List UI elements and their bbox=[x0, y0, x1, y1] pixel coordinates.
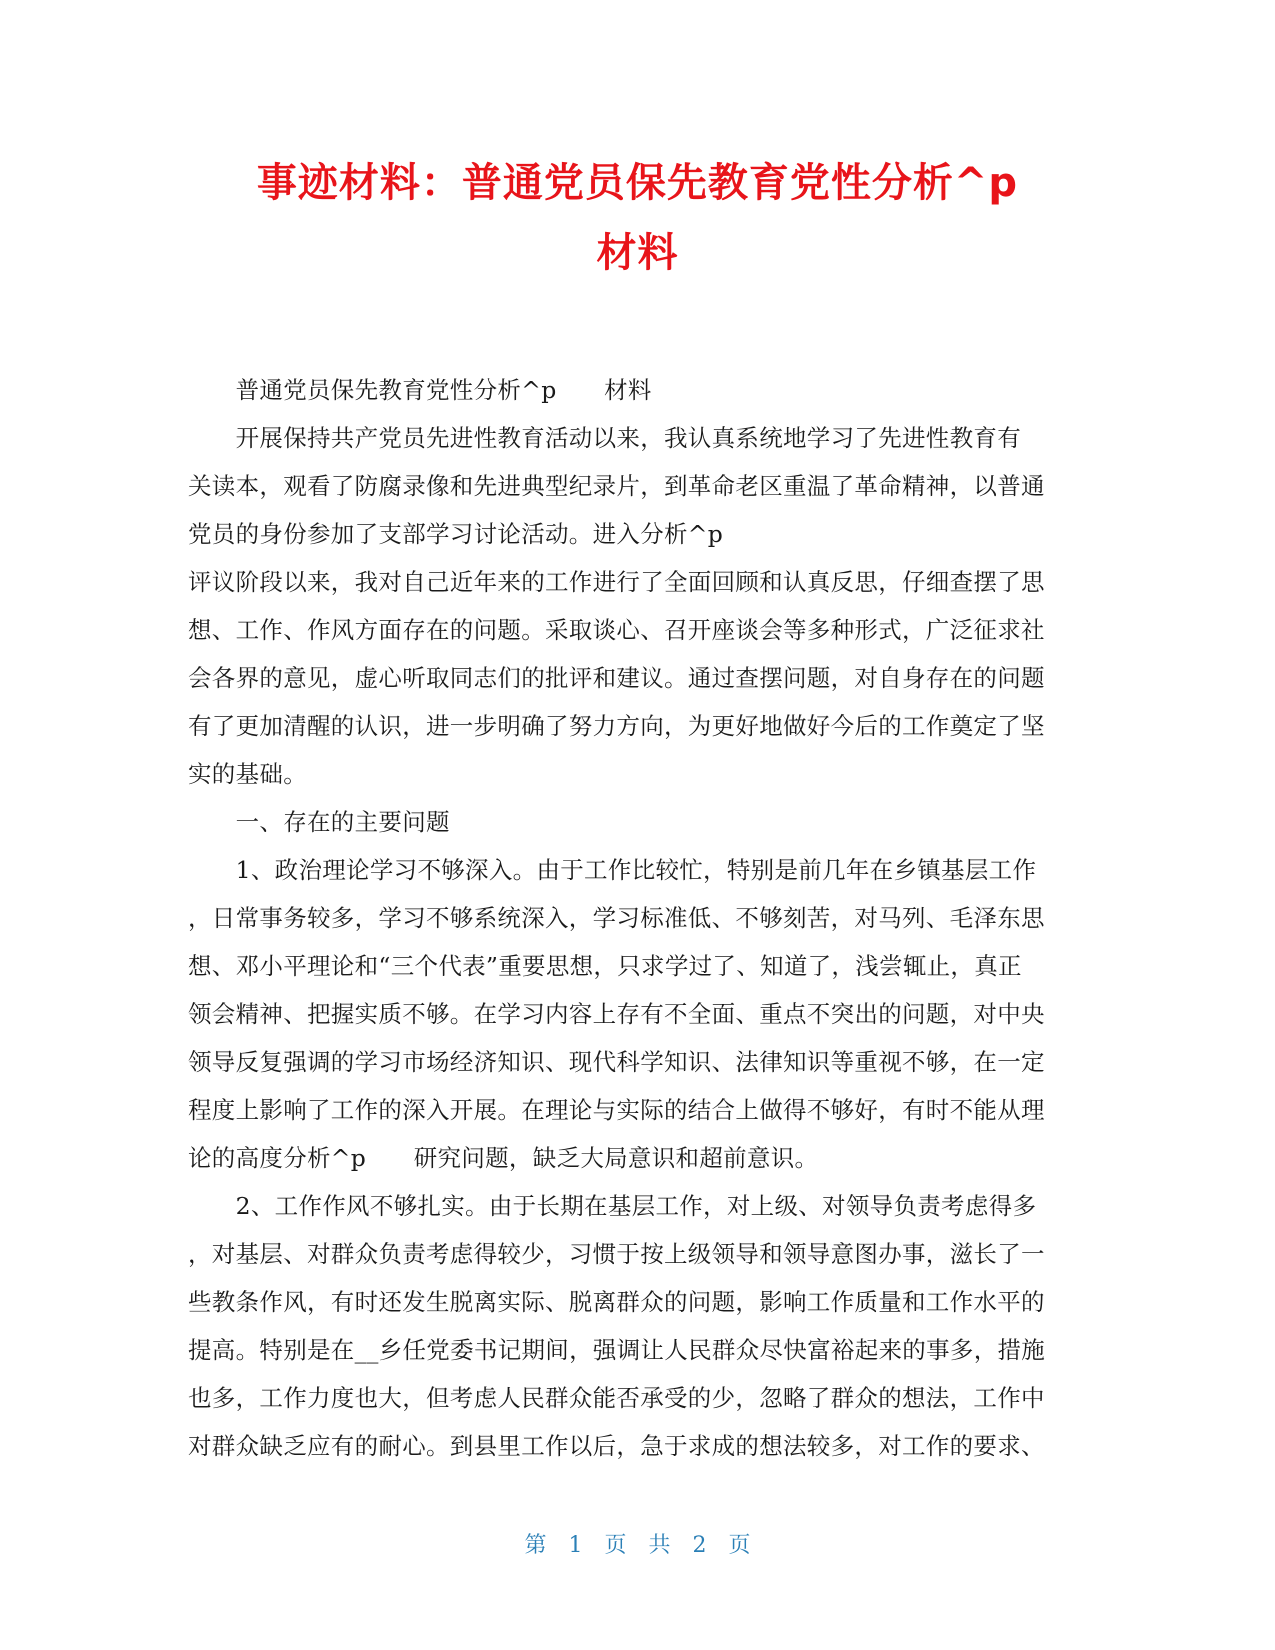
body-line: 实的基础。 bbox=[188, 760, 307, 788]
title-line-1: 事迹材料：普通党员保先教育党性分析^p bbox=[256, 160, 1019, 206]
body-line: 一、存在的主要问题 bbox=[188, 808, 450, 836]
body-line: 党员的身份参加了支部学习讨论活动。进入分析^p bbox=[188, 520, 724, 548]
body-line: 普通党员保先教育党性分析^p 材料 bbox=[188, 376, 652, 404]
document-title bbox=[180, 148, 1095, 288]
body-line: 对群众缺乏应有的耐心。到县里工作以后，急于求成的想法较多，对工作的要求、 bbox=[188, 1432, 1045, 1460]
body-line: 程度上影响了工作的深入开展。在理论与实际的结合上做得不够好，有时不能从理 bbox=[188, 1096, 1045, 1124]
body-line: 论的高度分析^p 研究问题，缺乏大局意识和超前意识。 bbox=[188, 1144, 819, 1172]
body-line: 有了更加清醒的认识，进一步明确了努力方向，为更好地做好今后的工作奠定了坚 bbox=[188, 712, 1045, 740]
page-footer: 第 1 页 共 2 页 bbox=[524, 1533, 751, 1558]
body-line: 1、政治理论学习不够深入。由于工作比较忙，特别是前几年在乡镇基层工作 bbox=[188, 856, 1037, 884]
body-line: 领导反复强调的学习市场经济知识、现代科学知识、法律知识等重视不够，在一定 bbox=[188, 1048, 1045, 1076]
body-line: 想、工作、作风方面存在的问题。采取谈心、召开座谈会等多种形式，广泛征求社 bbox=[188, 616, 1045, 644]
body-line: 也多，工作力度也大，但考虑人民群众能否承受的少，忽略了群众的想法，工作中 bbox=[188, 1384, 1045, 1412]
body-line: 提高。特别是在__乡任党委书记期间，强调让人民群众尽快富裕起来的事多，措施 bbox=[188, 1336, 1046, 1364]
title-line-2: 材料 bbox=[596, 230, 679, 276]
body-line: 开展保持共产党员先进性教育活动以来，我认真系统地学习了先进性教育有 bbox=[188, 424, 1021, 452]
body-line: 想、邓小平理论和“三个代表”重要思想，只求学过了、知道了，浅尝辄止，真正 bbox=[188, 952, 1022, 980]
document-body bbox=[188, 366, 1088, 1470]
body-line: 领会精神、把握实质不够。在学习内容上存有不全面、重点不突出的问题，对中央 bbox=[188, 1000, 1045, 1028]
body-line: 会各界的意见，虚心听取同志们的批评和建议。通过查摆问题，对自身存在的问题 bbox=[188, 664, 1045, 692]
body-line: ，对基层、对群众负责考虑得较少，习惯于按上级领导和领导意图办事，滋长了一 bbox=[188, 1240, 1045, 1268]
body-line: 关读本，观看了防腐录像和先进典型纪录片，到革命老区重温了革命精神，以普通 bbox=[188, 472, 1045, 500]
body-line: 些教条作风，有时还发生脱离实际、脱离群众的问题，影响工作质量和工作水平的 bbox=[188, 1288, 1045, 1316]
body-line: 2、工作作风不够扎实。由于长期在基层工作，对上级、对领导负责考虑得多 bbox=[188, 1192, 1037, 1220]
body-line: 评议阶段以来，我对自己近年来的工作进行了全面回顾和认真反思，仔细查摆了思 bbox=[188, 568, 1045, 596]
body-line: ，日常事务较多，学习不够系统深入，学习标准低、不够刻苦，对马列、毛泽东思 bbox=[188, 904, 1045, 932]
